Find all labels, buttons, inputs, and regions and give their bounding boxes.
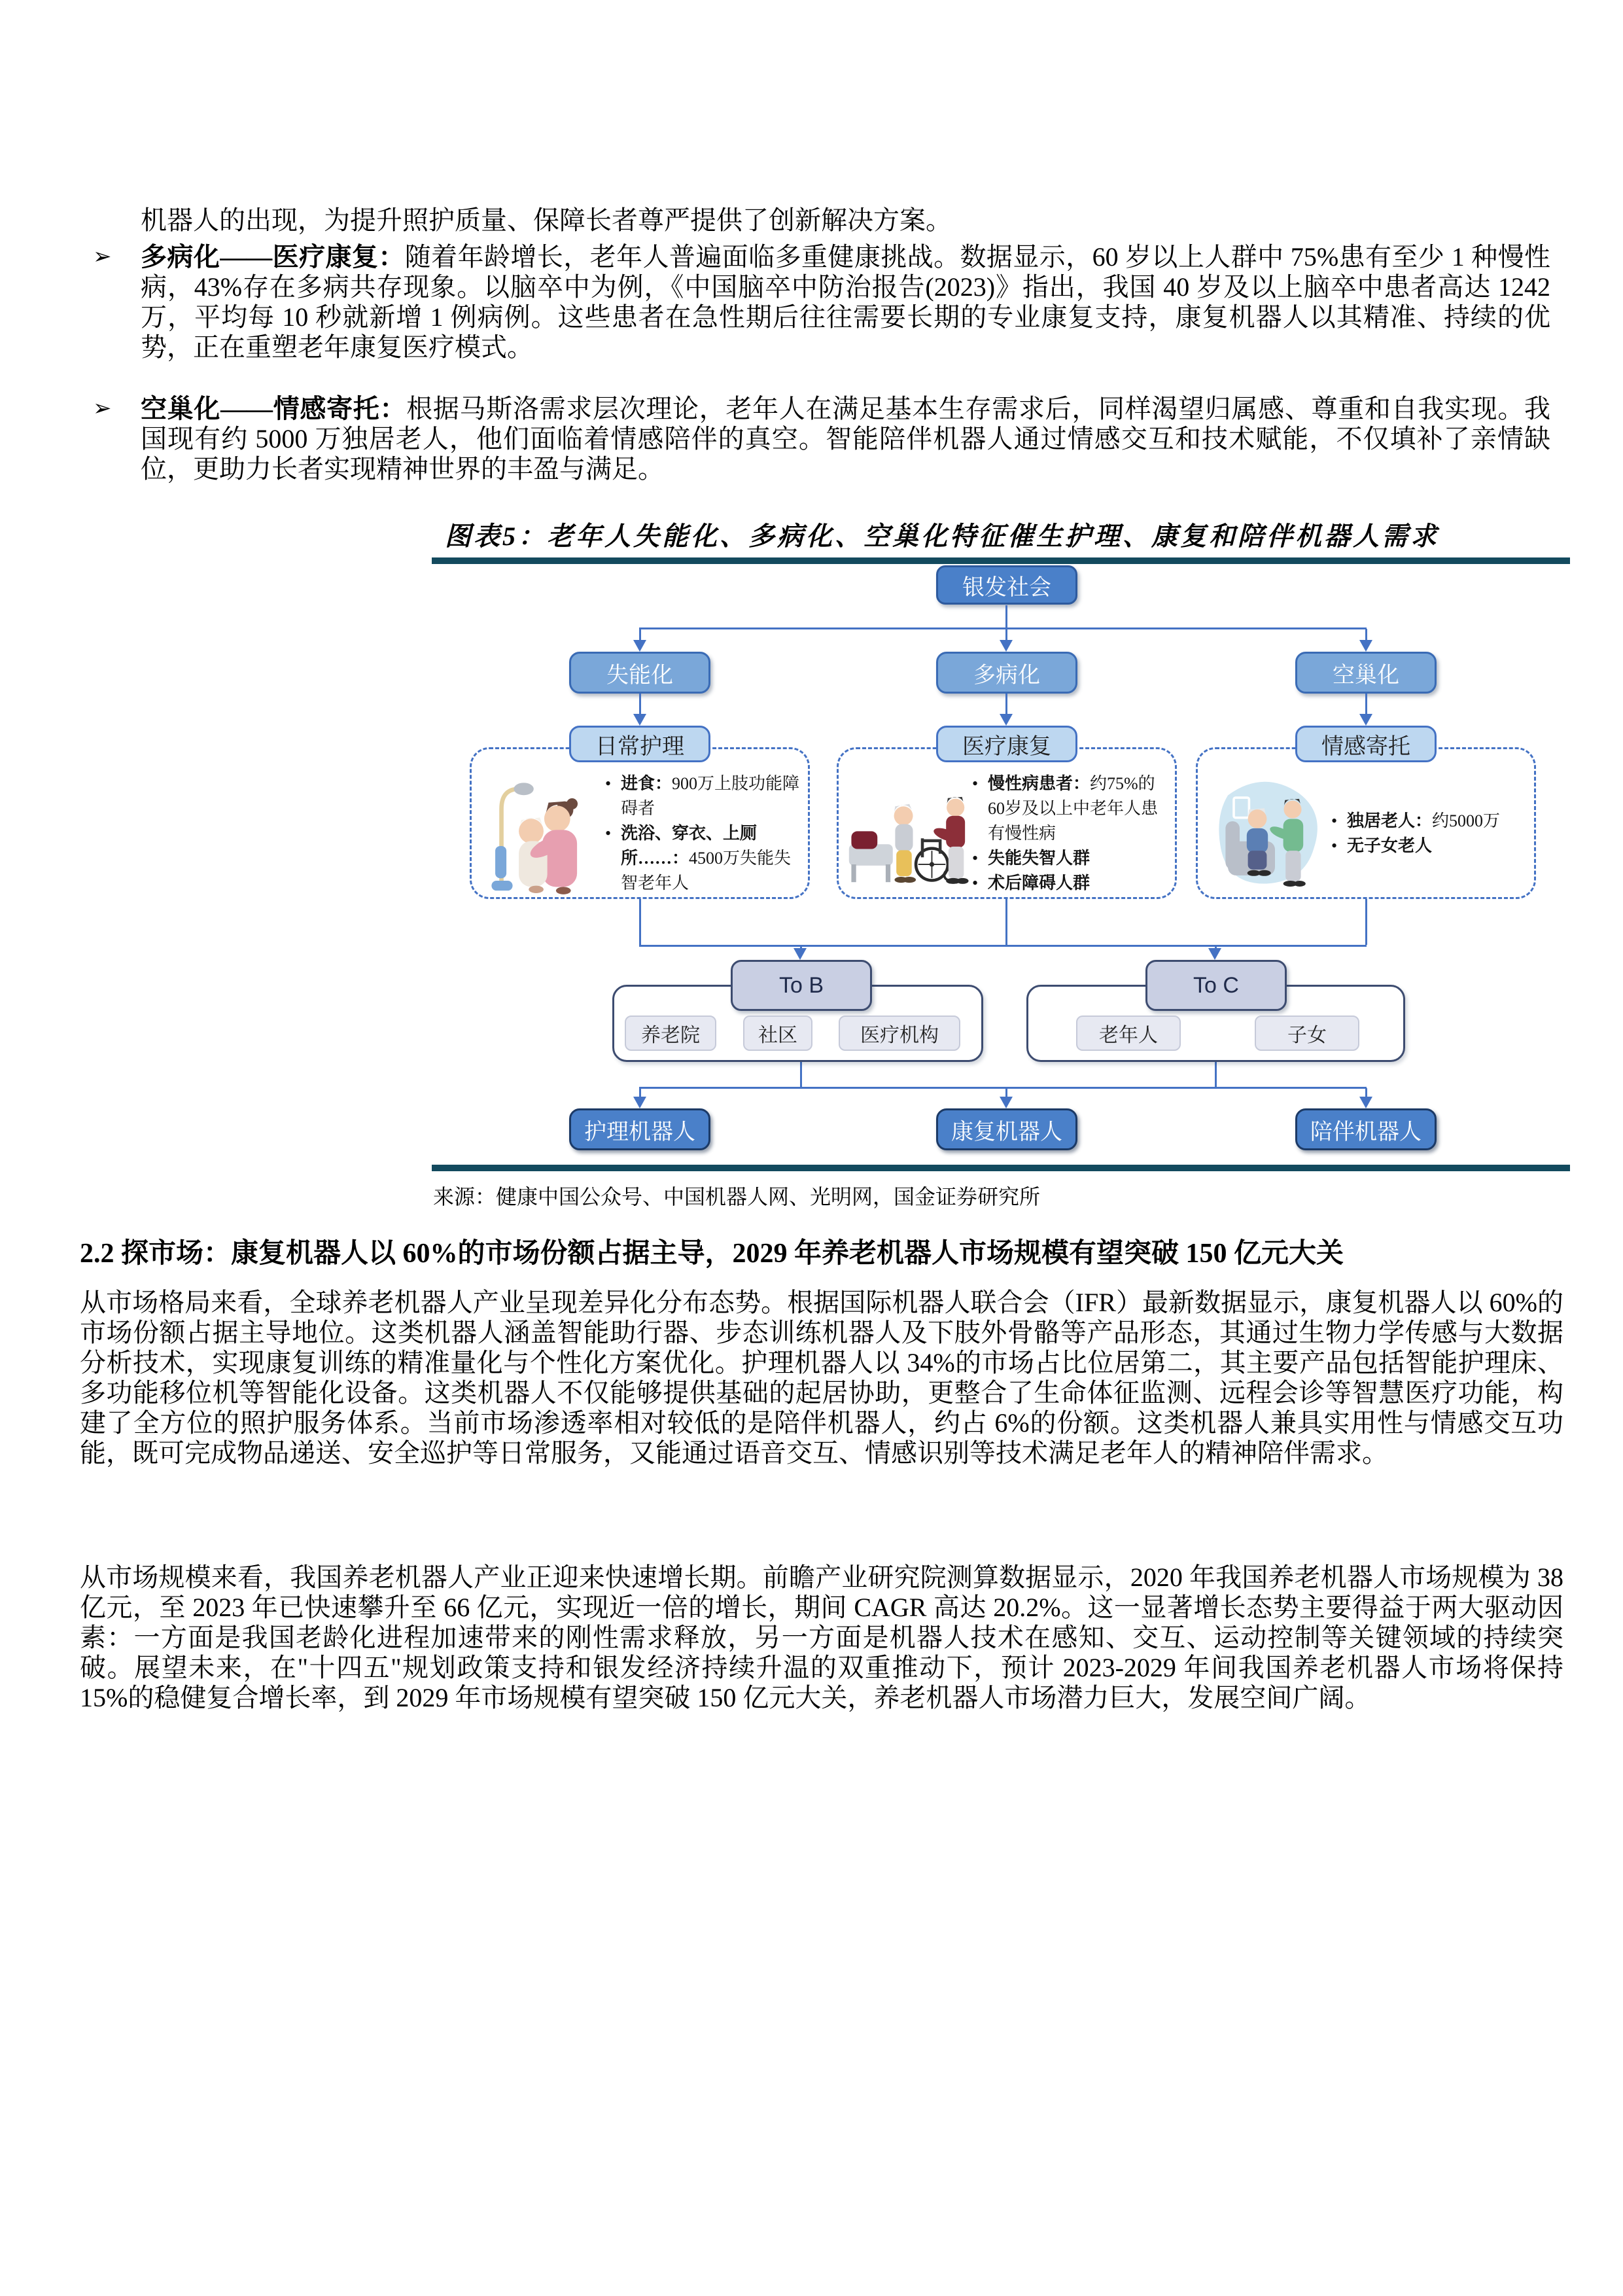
bathing-care-illustration (481, 771, 605, 896)
node-community: 社区 (743, 1016, 812, 1051)
connector-line (639, 1087, 1367, 1089)
bullet-item-empty-nest (93, 394, 1550, 484)
wheelchair-rehab-illustration (848, 771, 972, 896)
arrow-bullet-icon: ➢ (93, 245, 112, 269)
node-rehab-robot: 康复机器人 (936, 1108, 1077, 1150)
node-daily-care: 日常护理 (569, 726, 710, 762)
dot-bullet-icon: • (1331, 811, 1338, 830)
arrow-down-icon (1359, 1097, 1372, 1108)
bullet-body: 根据马斯洛需求层次理论，老年人在满足基本生存需求后，同样渴望归属感、尊重和自我实现。我国现有约 5000 万独居老人，他们面临着情感陪伴的真空。智能陪伴机器人通过情感交互和技术赋能，不仅填补了亲情缺位，更助力长者实现精神世界的丰盈与满足。 (141, 394, 1551, 484)
arrow-down-icon (794, 948, 807, 960)
dot-bullet-icon: • (972, 874, 979, 892)
node-elderly: 老年人 (1076, 1016, 1181, 1051)
connector-line (639, 627, 1367, 629)
panel-bullet (1331, 809, 1526, 834)
arrow-down-icon (1000, 714, 1013, 726)
connector-line (1005, 899, 1007, 945)
panel-emotional-support (1196, 747, 1536, 899)
panel-medical-rehab (837, 747, 1177, 899)
arrow-down-icon (1000, 1097, 1013, 1108)
panel-bullet-lead: 术后障碍人群 (988, 874, 1091, 892)
arrow-down-icon (633, 714, 646, 726)
arrow-bullet-icon: ➢ (93, 397, 112, 421)
node-disability: 失能化 (569, 652, 710, 694)
arrow-down-icon (633, 640, 646, 652)
node-children: 子女 (1255, 1016, 1359, 1051)
figure-source: 来源：健康中国公众号、中国机器人网、光明网，国金证券研究所 (433, 1185, 1041, 1209)
bullet-lead: 空巢化——情感寄托： (141, 394, 407, 423)
dot-bullet-icon: • (972, 849, 979, 868)
connector-line (800, 1062, 802, 1087)
panel-daily-care (470, 747, 810, 899)
panel-bullet (605, 821, 800, 896)
dot-bullet-icon: • (605, 824, 612, 843)
bullet-item-multimorbidity (93, 242, 1550, 362)
dot-bullet-icon: • (605, 774, 612, 793)
node-to-b: To B (731, 960, 872, 1011)
node-multimorbidity: 多病化 (936, 652, 1077, 694)
connector-line (639, 899, 641, 945)
node-medical-rehab: 医疗康复 (936, 726, 1077, 762)
panel-bullet-lead: 独居老人： (1347, 811, 1433, 830)
connector-line (1215, 1062, 1217, 1087)
intro-paragraph: 机器人的出现，为提升照护质量、保障长者尊严提供了创新解决方案。 (141, 205, 952, 235)
panel-bullet-lead: 无子女老人 (1347, 836, 1433, 855)
panel-bullet-body: 约75%的60岁及以上中老年人患有慢性病 (988, 774, 1159, 843)
connector-line (1365, 899, 1367, 945)
connector-line (1005, 605, 1007, 627)
bullet-body: 随着年龄增长，老年人普遍面临多重健康挑战。数据显示，60 岁以上人群中 75%患有至少 1 种慢性病，43%存在多病共存现象。以脑卒中为例，《中国脑卒中防治报告(2023)》指出，我国 40 岁及以上脑卒中患者高达 1242 万，平均每 10 秒就新增 1 例病例。这些患者在急性期后往往需要长期的专业康复支持，康复机器人以其精准、持续的优势，正在重塑老年康复医疗模式。 (141, 242, 1551, 362)
arrow-down-icon (1000, 640, 1013, 652)
node-emotional-support: 情感寄托 (1295, 726, 1437, 762)
panel-bullet (1331, 834, 1526, 858)
connector-line (639, 945, 1367, 947)
connector-line (639, 694, 641, 715)
node-silver-society: 银发社会 (936, 565, 1077, 605)
panel-bullet (972, 846, 1167, 871)
dot-bullet-icon: • (1331, 836, 1338, 855)
panel-bullet-list (972, 771, 1167, 896)
figure-top-rule (432, 557, 1570, 564)
elderly-needs-flowchart (432, 564, 1570, 1165)
bullet-lead: 多病化——医疗康复： (141, 242, 405, 272)
bullet-text (141, 242, 1550, 362)
section-heading: 2.2 探市场：康复机器人以 60%的市场份额占据主导，2029 年养老机器人市场规模有望突破 150 亿元大关 (80, 1239, 1344, 1269)
panel-bullet-list (1331, 809, 1526, 858)
node-nursing-home: 养老院 (625, 1016, 716, 1051)
arrow-down-icon (1208, 948, 1221, 960)
connector-line (1365, 694, 1367, 715)
node-nursing-robot: 护理机器人 (569, 1108, 710, 1150)
arrow-down-icon (1359, 714, 1372, 726)
node-empty-nest: 空巢化 (1295, 652, 1437, 694)
panel-bullet-lead: 洗浴、穿衣、上厕所……： (621, 824, 758, 868)
panel-bullet-list (605, 771, 800, 896)
figure-bottom-rule (432, 1165, 1570, 1171)
panel-bullet-body: 约5000万 (1432, 811, 1501, 830)
node-to-c: To C (1145, 960, 1287, 1011)
panel-bullet-body: 900万上肢功能障碍者 (621, 774, 800, 818)
arrow-down-icon (1359, 640, 1372, 652)
panel-bullet (605, 771, 800, 821)
market-structure-paragraph: 从市场格局来看，全球养老机器人产业呈现差异化分布态势。根据国际机器人联合会（IFR）最新数据显示，康复机器人以 60%的市场份额占据主导地位。这类机器人涵盖智能助行器、步态训练机器人及下肢外骨骼等产品形态，其通过生物力学传感与大数据分析技术，实现康复训练的精准量化与个性化方案优化。护理机器人以 34%的市场占比位居第二，其主要产品包括智能护理床、多功能移位机等智能化设备。这类机器人不仅能够提供基础的起居协助，更整合了生命体征监测、远程会诊等智慧医疗功能，构建了全方位的照护服务体系。当前市场渗透率相对较低的是陪伴机器人，约占 6%的份额。这类机器人兼具实用性与情感交互功能，既可完成物品递送、安全巡护等日常服务，又能通过语音交互、情感识别等技术满足老年人的精神陪伴需求。 (80, 1288, 1563, 1468)
figure-title: 图表5：老年人失能化、多病化、空巢化特征催生护理、康复和陪伴机器人需求 (445, 521, 1439, 551)
bullet-text (141, 394, 1550, 484)
panel-bullet-lead: 进食： (621, 774, 672, 793)
panel-bullet (972, 771, 1167, 846)
panel-bullet (972, 871, 1167, 896)
panel-bullet-lead: 慢性病患者： (988, 774, 1091, 793)
node-companion-robot: 陪伴机器人 (1295, 1108, 1437, 1150)
connector-line (1005, 694, 1007, 715)
arrow-down-icon (633, 1097, 646, 1108)
dot-bullet-icon: • (972, 774, 979, 793)
panel-bullet-body: 4500万失能失智老年人 (621, 849, 792, 892)
panel-bullet-lead: 失能失智人群 (988, 849, 1091, 868)
node-medical-institution: 医疗机构 (839, 1016, 960, 1051)
companion-illustration (1207, 771, 1331, 896)
market-size-paragraph: 从市场规模来看，我国养老机器人产业正迎来快速增长期。前瞻产业研究院测算数据显示，2020 年我国养老机器人市场规模为 38 亿元，至 2023 年已快速攀升至 66 亿元，实现近一倍的增长，期间 CAGR 高达 20.2%。这一显著增长态势主要得益于两大驱动因素：一方面是我国老龄化进程加速带来的刚性需求释放，另一方面是机器人技术在感知、交互、运动控制等关键领域的持续突破。展望未来，在"十四五"规划政策支持和银发经济持续升温的双重推动下，预计 2023-2029 年间我国养老机器人市场将保持 15%的稳健复合增长率，到 2029 年市场规模有望突破 150 亿元大关，养老机器人市场潜力巨大，发展空间广阔。 (80, 1563, 1563, 1712)
